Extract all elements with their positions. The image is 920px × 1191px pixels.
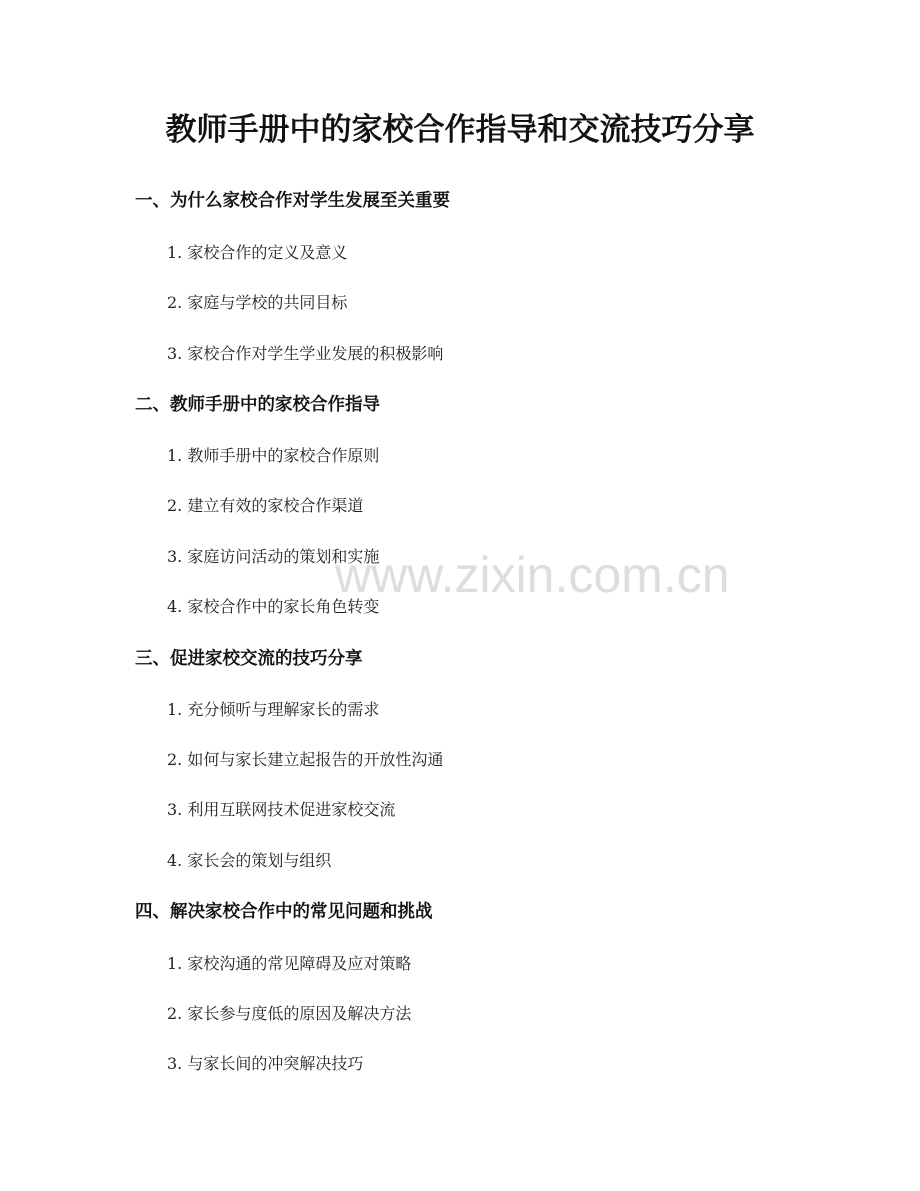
list-item: 4. 家校合作中的家长角色转变	[167, 597, 380, 616]
list-item: 1. 充分倾听与理解家长的需求	[167, 700, 380, 719]
list-item: 3. 与家长间的冲突解决技巧	[167, 1054, 364, 1073]
list-item: 1. 家校沟通的常见障碍及应对策略	[167, 954, 412, 973]
list-item: 2. 家长参与度低的原因及解决方法	[167, 1004, 412, 1023]
section-heading-4: 四、解决家校合作中的常见问题和挑战	[135, 902, 433, 922]
section-heading-3: 三、促进家校交流的技巧分享	[135, 649, 363, 669]
list-item: 1. 家校合作的定义及意义	[167, 243, 348, 262]
watermark: www.zixin.com.cn	[335, 547, 730, 603]
list-item: 3. 利用互联网技术促进家校交流	[167, 800, 396, 819]
list-item: 2. 家庭与学校的共同目标	[167, 293, 348, 312]
list-item: 3. 家庭访问活动的策划和实施	[167, 547, 380, 566]
section-heading-1: 一、为什么家校合作对学生发展至关重要	[135, 191, 450, 211]
list-item: 4. 家长会的策划与组织	[167, 851, 332, 870]
page-title: 教师手册中的家校合作指导和交流技巧分享	[165, 112, 755, 148]
list-item: 3. 家校合作对学生学业发展的积极影响	[167, 344, 444, 363]
list-item: 2. 如何与家长建立起报告的开放性沟通	[167, 750, 444, 769]
list-item: 1. 教师手册中的家校合作原则	[167, 446, 380, 465]
list-item: 2. 建立有效的家校合作渠道	[167, 496, 364, 515]
section-heading-2: 二、教师手册中的家校合作指导	[135, 395, 380, 415]
